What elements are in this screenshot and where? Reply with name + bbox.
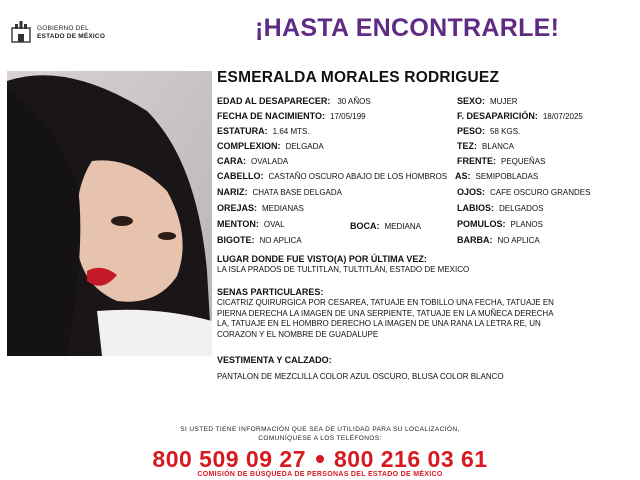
- logo-line-2: ESTADO DE MÉXICO: [37, 33, 106, 40]
- distinguishing-marks-heading: SENAS PARTICULARES:: [217, 287, 324, 297]
- field-label: BIGOTE:: [217, 235, 255, 245]
- field-value: 17/05/199: [330, 112, 366, 121]
- last-seen-section: [217, 254, 632, 276]
- field-value: MEDIANAS: [262, 204, 304, 213]
- field-label: NARIZ:: [217, 187, 248, 197]
- field-label: TEZ:: [457, 141, 477, 151]
- field-desaparicion: [457, 111, 583, 122]
- contact-note-line-1: SI USTED TIENE INFORMACIÓN QUE SEA DE UTILIDAD PARA SU LOCALIZACIÓN,: [180, 426, 460, 433]
- field-complexion: [217, 141, 324, 152]
- clothing-heading: VESTIMENTA Y CALZADO:: [217, 355, 332, 365]
- field-label: FRENTE:: [457, 156, 496, 166]
- phone-number-1[interactable]: 800 509 09 27: [152, 446, 306, 472]
- distinguishing-marks-line: PIERNA DERECHA LA IMAGEN DE UNA SERPIENTE, TATUAJE EN LA MUÑECA DERECHA: [217, 308, 554, 318]
- field-cabello: [217, 171, 447, 182]
- field-cejas: [455, 171, 538, 182]
- field-value: DELGADA: [285, 142, 324, 151]
- field-label: ESTATURA:: [217, 126, 268, 136]
- person-name: ESMERALDA MORALES RODRIGUEZ: [217, 69, 500, 86]
- field-value: NO APLICA: [497, 236, 540, 245]
- field-value: NO APLICA: [259, 236, 302, 245]
- field-label: CABELLO:: [217, 171, 264, 181]
- field-value: PEQUEÑAS: [501, 157, 546, 166]
- state-emblem-icon: [10, 20, 32, 44]
- clothing-section: [217, 355, 632, 383]
- field-peso: [457, 126, 520, 137]
- field-labios: [457, 203, 543, 214]
- field-value: SEMIPOBLADAS: [475, 172, 539, 181]
- field-value: 1.64 MTS.: [272, 127, 310, 136]
- field-tez: [457, 141, 514, 152]
- field-label: MENTON:: [217, 219, 259, 229]
- commission-name: COMISIÓN DE BÚSQUEDA DE PERSONAS DEL ESTADO DE MÉXICO: [197, 471, 443, 478]
- field-nacimiento: [217, 111, 366, 122]
- field-sexo: [457, 96, 518, 107]
- field-ojos: [457, 187, 590, 198]
- field-label: FECHA DE NACIMIENTO:: [217, 111, 325, 121]
- phone-number-2[interactable]: 800 216 03 61: [334, 446, 488, 472]
- field-label: AS:: [455, 171, 471, 181]
- distinguishing-marks-line: CICATRIZ QUIRURGICA POR CESAREA, TATUAJE EN TOBILLO UNA FECHA, TATUAJE EN: [217, 298, 554, 307]
- field-label: OREJAS:: [217, 203, 258, 213]
- field-label: OJOS:: [457, 187, 486, 197]
- field-menton: [217, 219, 285, 230]
- clothing-text: PANTALON DE MEZCLILLA COLOR AZUL OSCURO, BLUSA COLOR BLANCO: [217, 372, 504, 381]
- field-value: CHATA BASE DELGADA: [252, 188, 343, 197]
- field-label: COMPLEXION:: [217, 141, 281, 151]
- field-label: PESO:: [457, 126, 486, 136]
- field-label: BARBA:: [457, 235, 493, 245]
- last-seen-text: LA ISLA PRADOS DE TULTITLAN, TULTITLÁN, ESTADO DE MEXICO: [217, 265, 470, 274]
- phone-numbers: [0, 446, 640, 473]
- separator-dot-icon: [316, 455, 324, 463]
- field-label: SEXO:: [457, 96, 486, 106]
- field-label: POMULOS:: [457, 219, 506, 229]
- field-value: MUJER: [490, 97, 518, 106]
- distinguishing-marks-section: [217, 287, 637, 340]
- contact-note-line-2: COMUNÍQUESE A LOS TELÉFONOS:: [258, 435, 382, 442]
- field-value: BLANCA: [482, 142, 515, 151]
- distinguishing-marks-line: CORAZON Y EL NOMBRE DE GUADALUPE: [217, 329, 379, 339]
- field-nariz: [217, 187, 342, 198]
- field-label: CARA:: [217, 156, 246, 166]
- missing-person-photo: [7, 71, 212, 356]
- page-title: ¡HASTA ENCONTRARLE!: [255, 14, 560, 42]
- field-orejas: [217, 203, 304, 214]
- field-value: CAFE OSCURO GRANDES: [490, 188, 591, 197]
- government-logo: [10, 18, 120, 48]
- last-seen-heading: LUGAR DONDE FUE VISTO(A) POR ÚLTIMA VEZ:: [217, 254, 427, 264]
- field-pomulos: [457, 219, 543, 230]
- field-label: LABIOS:: [457, 203, 494, 213]
- field-frente: [457, 156, 545, 167]
- field-label: EDAD AL DESAPARECER:: [217, 96, 331, 106]
- field-value: OVALADA: [251, 157, 289, 166]
- field-label: F. DESAPARICIÓN:: [457, 111, 538, 121]
- field-boca: [350, 221, 421, 232]
- field-value: DELGADOS: [499, 204, 544, 213]
- field-bigote: [217, 235, 302, 246]
- field-value: 18/07/2025: [542, 112, 583, 121]
- field-label: BOCA:: [350, 221, 380, 231]
- field-value: PLANOS: [510, 220, 543, 229]
- field-edad: [217, 96, 371, 107]
- field-barba: [457, 235, 540, 246]
- field-value: OVAL: [263, 220, 285, 229]
- logo-line-1: GOBIERNO DEL: [37, 25, 89, 32]
- field-cara: [217, 156, 288, 167]
- distinguishing-marks-line: LA, TATUAJE EN EL HOMBRO DERECHO LA IMAGEN DE UNA RANA LA LETRA RE, UN: [217, 319, 541, 328]
- field-value: MEDIANA: [384, 222, 421, 231]
- field-value: CASTAÑO OSCURO ABAJO DE LOS HOMBROS: [268, 172, 448, 181]
- field-value: 58 KGS.: [490, 127, 521, 136]
- field-value: 30 AÑOS: [337, 97, 371, 106]
- field-estatura: [217, 126, 310, 137]
